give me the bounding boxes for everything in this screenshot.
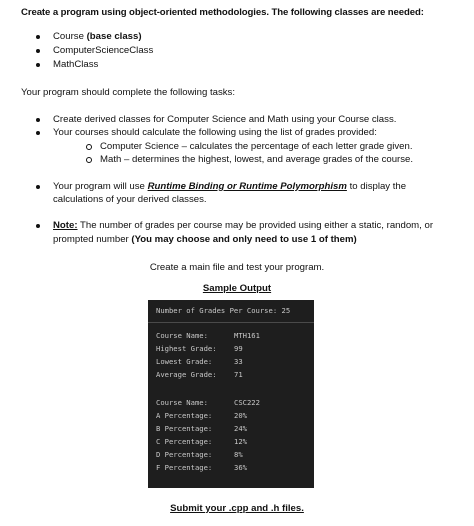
tasks-intro: Your program should complete the following tasks: <box>21 87 236 98</box>
note-label: Note: <box>53 220 78 232</box>
task-emphasis: (You may choose and only need to use 1 of them) <box>131 233 357 245</box>
task-text: Create derived classes for Computer Science and Math using your Course class. <box>53 114 397 125</box>
grades-per-course-line: Number of Grades Per Course: 25 <box>156 306 291 315</box>
task-text: Your courses should calculate the following using the list of grades provided: <box>53 127 377 139</box>
task-text: The number of grades per course may be provided using either a static, random, or prompted number <box>53 220 434 245</box>
task-item-calculations <box>36 126 448 166</box>
console-key: Highest Grade: <box>156 344 217 353</box>
class-name: ComputerScienceClass <box>53 45 154 56</box>
console-value: 12% <box>234 437 247 446</box>
class-name: MathClass <box>53 59 99 70</box>
task-text: to display the calculations of your derived classes. <box>53 180 407 206</box>
task-text: Your program will use <box>53 180 148 192</box>
console-key: B Percentage: <box>156 424 213 433</box>
subtask-math: Math – determines the highest, lowest, and average grades of the course. <box>86 153 448 166</box>
submission-instruction: Submit your .cpp and .h files. <box>170 503 304 514</box>
console-key: D Percentage: <box>156 450 213 459</box>
task-list <box>36 113 448 246</box>
console-value: 36% <box>234 463 247 472</box>
class-item-course <box>36 30 153 44</box>
subtask-computer-science: Computer Science – calculates the percentage of each letter grade given. <box>86 140 448 153</box>
console-value: 99 <box>234 344 243 353</box>
console-key: Average Grade: <box>156 370 217 379</box>
console-key: F Percentage: <box>156 463 213 472</box>
console-key: A Percentage: <box>156 411 213 420</box>
console-key: Course Name: <box>156 331 208 340</box>
task-item-polymorphism <box>36 180 448 207</box>
console-value: MTH161 <box>234 331 260 340</box>
sample-output-console <box>148 300 314 488</box>
class-item-computer-science <box>36 44 153 58</box>
task-item-note <box>36 219 448 246</box>
class-item-math <box>36 58 153 72</box>
class-name: Course <box>53 31 87 42</box>
console-value: 71 <box>234 370 243 379</box>
console-value: 24% <box>234 424 247 433</box>
console-key: Course Name: <box>156 398 208 407</box>
subtask-list <box>53 140 448 167</box>
console-value: CSC222 <box>234 398 260 407</box>
task-emphasis: Runtime Binding or Runtime Polymorphism <box>147 180 347 192</box>
main-file-instruction: Create a main file and test your program. <box>149 262 325 273</box>
console-value: 20% <box>234 411 247 420</box>
console-key: C Percentage: <box>156 437 213 446</box>
assignment-title: Create a program using object-oriented methodologies. The following classes are needed: <box>21 7 424 18</box>
console-key: Lowest Grade: <box>156 357 213 366</box>
console-header <box>148 300 314 323</box>
console-value: 8% <box>234 450 243 459</box>
class-list <box>36 30 153 72</box>
class-note: (base class) <box>86 31 142 42</box>
task-item-derived-classes <box>36 113 448 126</box>
console-value: 33 <box>234 357 243 366</box>
sample-output-heading: Sample Output <box>202 283 272 294</box>
